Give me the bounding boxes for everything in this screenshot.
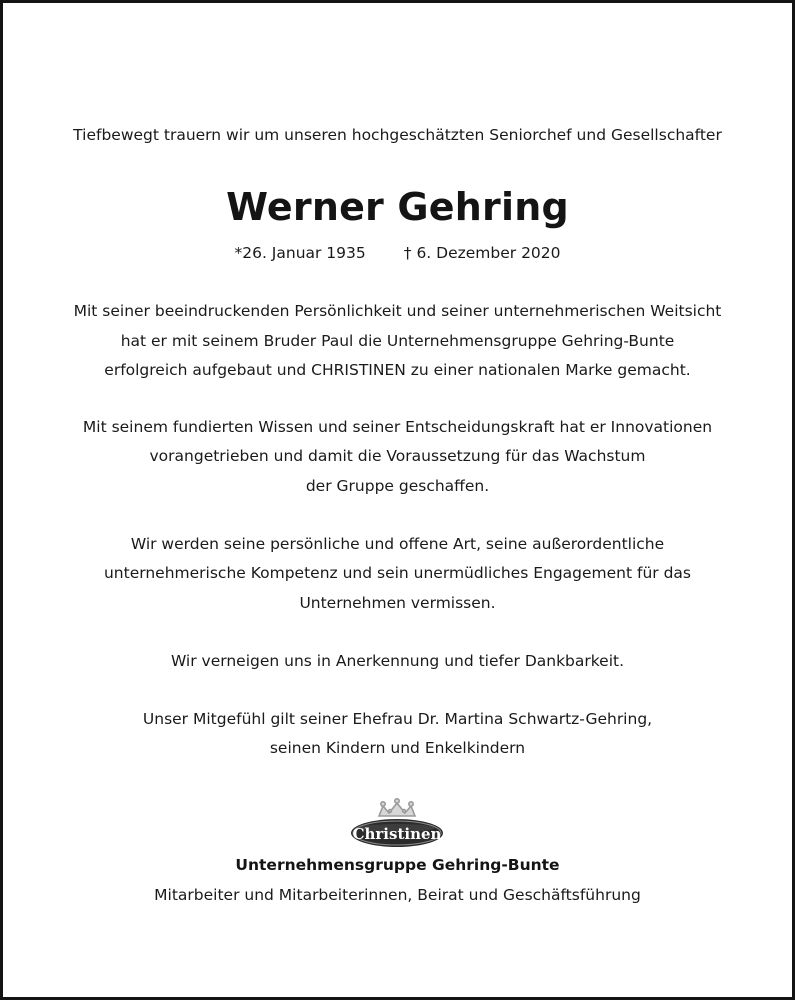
paragraph-4-line-1: Wir verneigen uns in Anerkennung und tiefer Dankbarkeit.: [170, 652, 625, 670]
paragraph-2-line-1: Mit seinem fundierten Wissen und seiner Entscheidungskraft hat er Innovationen: [82, 418, 713, 436]
paragraph-1-line-3: erfolgreich aufgebaut und CHRISTINEN zu einer nationalen Marke gemacht.: [104, 361, 691, 379]
birth-date: *26. Januar 1935: [234, 244, 366, 262]
intro-text: Tiefbewegt trauern wir um unseren hochgeschätzten Seniorchef und Gesellschafter: [73, 126, 722, 144]
paragraph-3-line-1: Wir werden seine persönliche und offene Art, seine außerordentliche: [130, 535, 665, 553]
death-date: † 6. Dezember 2020: [403, 244, 561, 262]
staff-signature: Mitarbeiter und Mitarbeiterinnen, Beirat und Geschäftsführung: [154, 886, 641, 904]
company-name: Unternehmensgruppe Gehring-Bunte: [235, 856, 560, 874]
life-dates: [3, 243, 792, 263]
paragraph-3-line-2: unternehmerische Kompetenz und sein unermüdliches Engagement für das: [103, 564, 691, 582]
paragraph-1-line-2: hat er mit seinem Bruder Paul die Unternehmensgruppe Gehring-Bunte: [120, 332, 675, 350]
paragraph-2-line-3: der Gruppe geschaffen.: [305, 477, 490, 495]
paragraph-5-line-1: Unser Mitgefühl gilt seiner Ehefrau Dr. Martina Schwartz-Gehring,: [142, 710, 653, 728]
paragraph-3-line-3: Unternehmen vermissen.: [299, 594, 496, 612]
deceased-name: Werner Gehring: [226, 185, 569, 229]
christinen-logo: [349, 798, 445, 848]
paragraph-5-line-2: seinen Kindern und Enkelkindern: [269, 739, 526, 757]
logo-text: Christinen: [352, 825, 442, 843]
paragraph-2-line-2: vorangetrieben und damit die Voraussetzung für das Wachstum: [149, 447, 646, 465]
paragraph-1-line-1: Mit seiner beeindruckenden Persönlichkeit und seiner unternehmerischen Weitsicht: [73, 302, 722, 320]
